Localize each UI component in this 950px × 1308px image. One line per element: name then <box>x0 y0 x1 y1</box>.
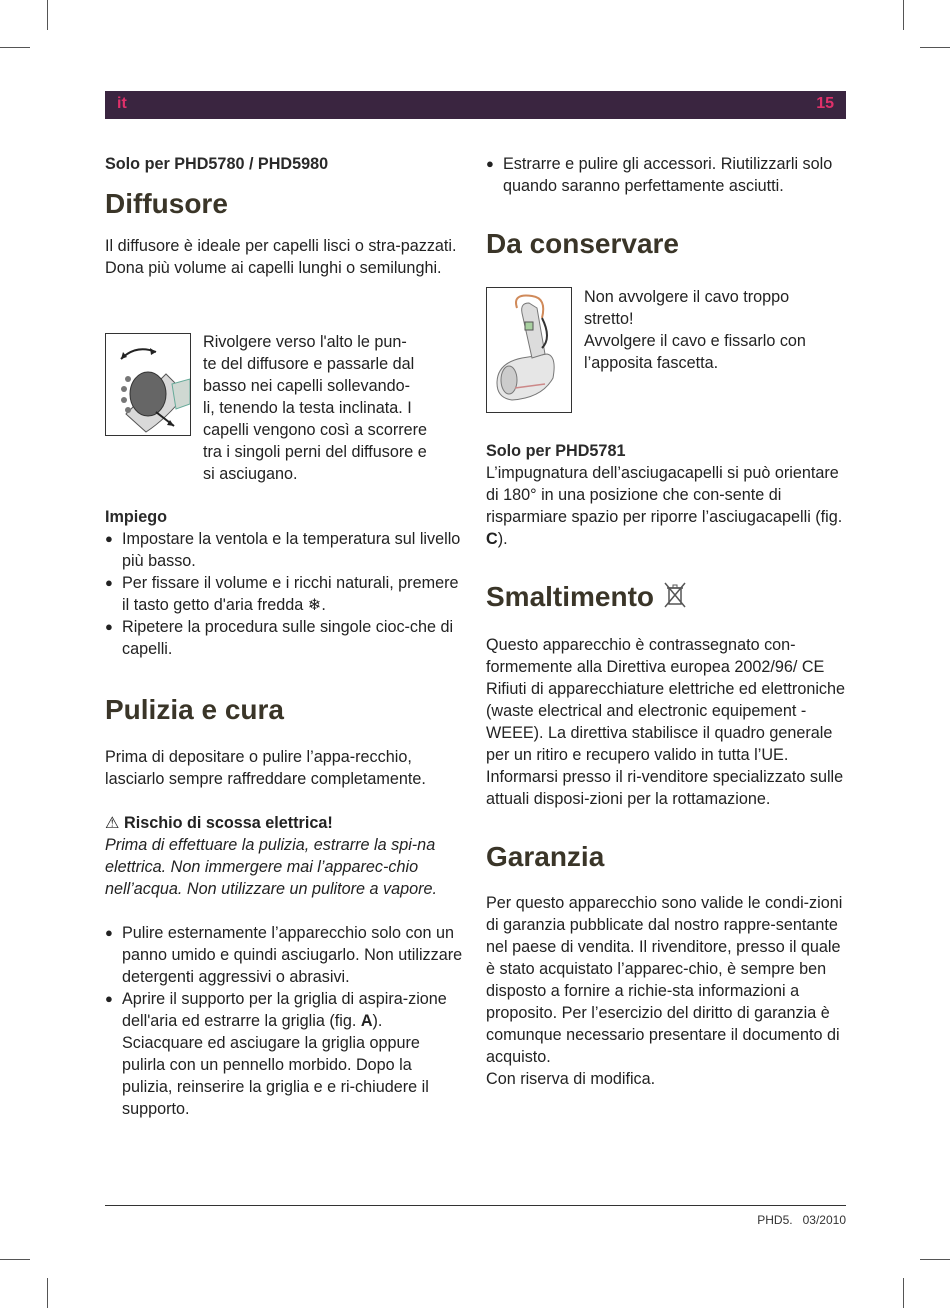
crop-mark <box>0 47 30 48</box>
list-item: ● Pulire esternamente l’apparecchio solo con un panno umido e quindi asciugarlo. Non utilizzare detergenti aggressivi o abrasivi. <box>105 922 465 988</box>
diffuser-figure <box>105 333 191 436</box>
model-subhead: Solo per PHD5780 / PHD5980 <box>105 155 329 173</box>
crop-mark <box>903 0 904 30</box>
section-title-conservare: Da conservare <box>486 228 680 259</box>
paragraph-pulizia: Prima di depositare o pulire l’appa-recchio, lasciarlo sempre raffreddare completamente. <box>105 748 426 788</box>
left-column <box>105 153 465 279</box>
header-bar <box>105 91 846 119</box>
page-number: 15 <box>816 95 834 112</box>
warning-text: Prima di effettuare la pulizia, estrarre la spi-na elettrica. Non immergere mai l’apparec-chio nell’acqua. Non utilizzare un pulitore a vapore. <box>105 836 438 898</box>
diffuser-instructions <box>203 331 465 485</box>
crossed-bin-icon <box>662 581 688 609</box>
accessori-list <box>486 153 848 197</box>
crop-mark <box>47 0 48 30</box>
warning-heading <box>105 812 465 834</box>
hairdryer-cord-illustration <box>487 288 571 412</box>
model-subhead-5781: Solo per PHD5781 <box>486 442 626 460</box>
paragraph-smaltimento: Questo apparecchio è contrassegnato con-formemente alla Direttiva europea 2002/96/ CE Rifiuti di apparecchiature elettriche ed elettroniche (waste electrical and electronic equipement -WEEE). La direttiva stabilisce il quadro generale per un ritiro e recupero valido in tutta l’UE. Informarsi presso il ri-venditore specializzato sulle attuali disposi-zioni per la rottamazione. <box>486 636 846 808</box>
fig-line: Rivolgere verso l'alto le pun- <box>203 333 407 351</box>
diffuser-illustration <box>106 334 190 435</box>
crop-mark <box>903 1278 904 1308</box>
footer-text: PHD5. 03/2010 <box>757 1213 846 1227</box>
storage-figure <box>486 287 572 413</box>
fig-line: li, tenendo la testa inclinata. I <box>203 399 412 417</box>
list-item: ● Ripetere la procedura sulle singole cioc-che di capelli. <box>105 616 465 660</box>
crop-mark <box>47 1278 48 1308</box>
fig-line: l’apposita fascetta. <box>584 354 719 372</box>
crop-mark <box>920 1259 950 1260</box>
language-code: it <box>117 95 127 112</box>
fig-line: basso nei capelli sollevando- <box>203 377 410 395</box>
fig-line: stretto! <box>584 310 634 328</box>
snowflake-icon: ❄ <box>307 596 322 614</box>
section-title-diffusore: Diffusore <box>105 188 228 219</box>
fig-line: si asciugano. <box>203 465 298 483</box>
paragraph-diffusore: Il diffusore è ideale per capelli lisci o stra-pazzati. Dona più volume ai capelli lunghi o semilunghi. <box>105 237 457 277</box>
section-title-smaltimento <box>486 580 848 614</box>
fig-line: tra i singoli perni del diffusore e <box>203 443 427 461</box>
crop-mark <box>920 47 950 48</box>
impiego-list <box>105 528 465 660</box>
list-item: ● Per fissare il volume e i ricchi naturali, premere il tasto getto d'aria fredda ❄. <box>105 572 465 616</box>
pulizia-section <box>105 693 465 1120</box>
fig-line: capelli vengono così a scorrere <box>203 421 428 439</box>
smaltimento-label: Smaltimento <box>486 581 655 612</box>
impiego-section <box>105 506 465 660</box>
right-column-top <box>486 153 848 261</box>
paragraph-riserva: Con riserva di modifica. <box>486 1070 656 1088</box>
fig-line: te del diffusore e passarle dal <box>203 355 415 373</box>
list-item: ● Aprire il supporto per la griglia di aspira-zione dell'aria ed estrarre la griglia (fig. A). Sciacquare ed asciugare la griglia oppure pulirla con un pennello morbido. Dopo la pulizia, reinserire la griglia e e ri-chiudere il supporto. <box>105 988 465 1120</box>
storage-instructions <box>584 286 848 374</box>
paragraph-5781: L’impugnatura dell’asciugacapelli si può orientare di 180° in una posizione che con-sente di risparmiare spazio per riporre l’asciugacapelli (fig. C). <box>486 464 843 548</box>
paragraph-garanzia: Per questo apparecchio sono valide le condi-zioni di garanzia pubblicate dal nostro rappre-sentante nel paese di vendita. Il rivenditore, presso il quale è stato acquistato l’apparec-chio, è sempre ben disposto a fornire a richie-sta informazioni a proposito. Per l’esercizio del diritto di garanzia è comunque necessario presentare il documento di acquisto. <box>486 894 843 1066</box>
list-item: ● Impostare la ventola e la temperatura sul livello più basso. <box>105 528 465 572</box>
warning-triangle-icon: ⚠ <box>105 814 120 832</box>
footer-divider <box>105 1205 846 1206</box>
impiego-title: Impiego <box>105 508 168 526</box>
section-title-pulizia: Pulizia e cura <box>105 694 284 725</box>
warning-title: Rischio di scossa elettrica! <box>124 814 333 832</box>
fig-line: Avvolgere il cavo e fissarlo con <box>584 332 806 350</box>
list-item: ● Estrarre e pulire gli accessori. Riutilizzarli solo quando saranno perfettamente asciutti. <box>486 153 848 197</box>
right-column-bottom <box>486 440 848 1090</box>
crop-mark <box>0 1259 30 1260</box>
fig-line: Non avvolgere il cavo troppo <box>584 288 790 306</box>
pulizia-list <box>105 922 465 1120</box>
section-title-garanzia: Garanzia <box>486 841 605 872</box>
